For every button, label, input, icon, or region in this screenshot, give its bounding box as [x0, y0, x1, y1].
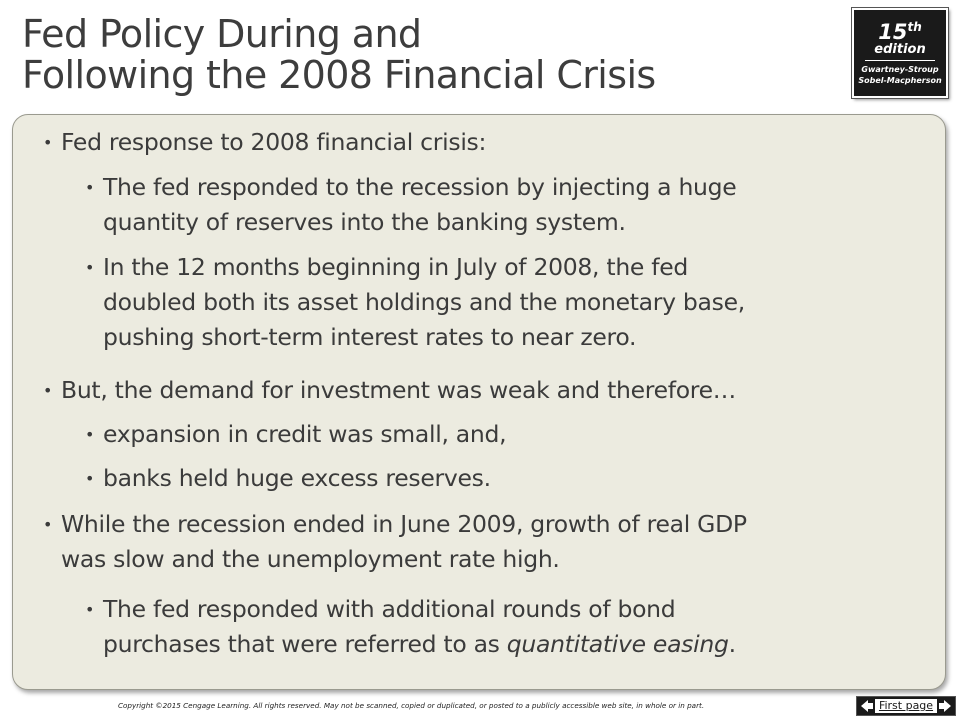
bullet-text: doubled both its asset holdings and the monetary base,	[103, 288, 745, 316]
bullet-text: The fed responded with additional rounds of bond	[103, 595, 676, 623]
bullet-text: quantity of reserves into the banking system.	[103, 208, 626, 236]
bullet-marker: •	[43, 133, 53, 152]
bullet-text-with-emphasis	[103, 627, 943, 662]
bullet-text: Fed response to 2008 financial crisis:	[61, 128, 487, 156]
bullet-marker: •	[85, 425, 95, 444]
bullet-marker: •	[85, 600, 95, 619]
bullet-text: banks held huge excess reserves.	[103, 464, 491, 492]
edition-number-value: 15	[878, 20, 908, 44]
bullet-text: pushing short-term interest rates to near zero.	[103, 323, 637, 351]
bullet-level1	[61, 373, 941, 408]
arrow-right-icon[interactable]	[938, 699, 952, 713]
bullet-level1	[61, 125, 941, 160]
bullet-text: While the recession ended in June 2009, growth of real GDP	[61, 510, 747, 538]
edition-word: edition	[874, 42, 926, 57]
bullet-marker: •	[85, 258, 95, 277]
bullet-text: was slow and the unemployment rate high.	[61, 545, 560, 573]
badge-author-1: Gwartney-Stroup	[861, 65, 939, 74]
bullet-level2	[103, 461, 943, 496]
slide-title	[22, 14, 822, 96]
edition-number	[854, 16, 946, 43]
bullet-text: In the 12 months beginning in July of 2008, the fed	[103, 253, 688, 281]
bullet-text: purchases that were referred to as	[103, 630, 507, 658]
copyright-footer: Copyright ©2015 Cengage Learning. All rights reserved. May not be scanned, copied or duplicated, or posted to a publicly accessible web site, in whole or in part.	[118, 701, 705, 710]
bullet-level2	[103, 417, 943, 452]
bullet-level1	[61, 507, 941, 577]
first-page-label[interactable]: First page	[875, 699, 937, 713]
edition-suffix: th	[907, 20, 922, 34]
badge-author-2: Sobel-Macpherson	[858, 76, 942, 85]
edition-badge	[852, 8, 948, 98]
bullet-level2	[103, 250, 943, 355]
bullet-marker: •	[43, 381, 53, 400]
badge-divider	[865, 60, 935, 61]
first-page-button[interactable]	[856, 696, 956, 716]
bullet-marker: •	[85, 469, 95, 488]
bullet-marker: •	[85, 178, 95, 197]
slide-title-line-1: Fed Policy During and	[22, 12, 422, 56]
bullet-text: expansion in credit was small, and,	[103, 420, 507, 448]
emphasis-term: quantitative easing	[506, 630, 729, 658]
bullet-text: But, the demand for investment was weak and therefore…	[61, 376, 737, 404]
arrow-left-icon[interactable]	[860, 699, 874, 713]
bullet-marker: •	[43, 515, 53, 534]
slide-title-line-2: Following the 2008 Financial Crisis	[22, 53, 656, 97]
content-panel	[12, 114, 946, 690]
bullet-level2	[103, 170, 943, 240]
bullet-level2	[103, 592, 943, 662]
bullet-tail: .	[728, 630, 736, 658]
bullet-text: The fed responded to the recession by injecting a huge	[103, 173, 737, 201]
